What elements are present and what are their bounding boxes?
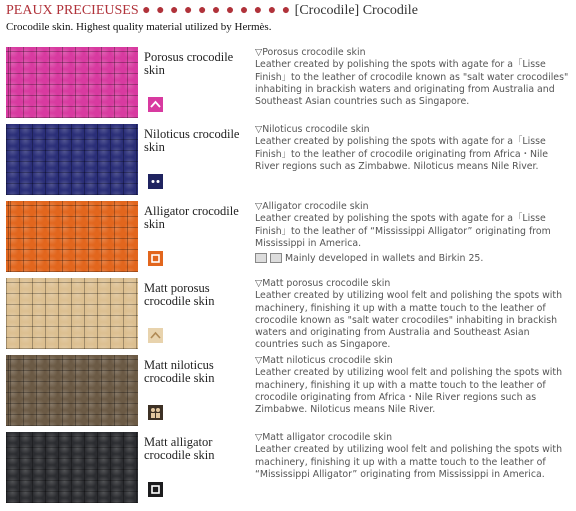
page-subtitle: Crocodile skin. Highest quality material utilized by Hermès.	[6, 21, 272, 33]
skin-text: Leather created by utilizing wool felt and polishing the spots with machinery, finishing it up with a matte touch to the leather of “Mississippi Alligator” originating from Mississippi in America.	[255, 444, 563, 480]
skin-heading: ▽Porosus crocodile skin	[255, 47, 366, 58]
skin-name: Niloticus crocodile skin	[144, 127, 240, 154]
title-category: [Crocodile] Crocodile	[294, 3, 418, 18]
black-square-badge-icon	[148, 482, 163, 497]
navy-dots-badge-icon	[148, 174, 163, 189]
skin-text: Leather created by polishing the spots with agate for a「Lisse Finish」to the leather of crocodile originating from Africa・Nile River regions such as Zimbabwe. Niloticus means Nile River.	[255, 136, 548, 172]
matt-niloticus-swatch	[6, 355, 138, 426]
matt-alligator-swatch	[6, 432, 138, 503]
skin-name: Matt niloticus crocodile skin	[144, 358, 215, 385]
pink-triangle-badge-icon	[148, 97, 163, 112]
orange-square-badge-icon	[148, 251, 163, 266]
skin-row-matt-niloticus	[6, 355, 571, 426]
title-dots: ● ● ● ● ● ● ● ● ● ● ●	[142, 3, 292, 18]
brown-people-badge-icon	[148, 405, 163, 420]
note-text: Mainly developed in wallets and Birkin 25.	[285, 253, 484, 265]
skin-heading: ▽Matt alligator crocodile skin	[255, 432, 393, 443]
skin-heading: ▽Alligator crocodile skin	[255, 201, 369, 212]
skin-description	[255, 201, 571, 265]
skin-text: Leather created by utilizing wool felt and polishing the spots with machinery, finishing it up with a matte touch to the leather of crocodile originating from Africa・Nile River regions such as Zimbabwe. Niloticus means Nile River.	[255, 367, 563, 416]
skin-text: Leather created by utilizing wool felt and polishing the spots with machinery, finishing it up with a matte touch to the leather of crocodile known as "salt water crocodiles" inhabiting in brackish waters and originating from Australia and Southeast Asian countries such as Singapore.	[255, 290, 563, 351]
skin-text: Leather created by polishing the spots with agate for a「Lisse Finish」to the leather of “Mississippi Alligator” originating from Mississippi in America.	[255, 213, 551, 249]
skin-description	[255, 278, 571, 352]
skin-description	[255, 355, 571, 416]
skin-row-porosus	[6, 47, 571, 118]
skin-description	[255, 124, 571, 173]
matt-porosus-swatch	[6, 278, 138, 349]
page-header	[6, 3, 571, 34]
page-title	[6, 3, 571, 19]
beige-triangle-badge-icon	[148, 328, 163, 343]
alligator-swatch	[6, 201, 138, 272]
skin-heading: ▽Matt porosus crocodile skin	[255, 278, 391, 289]
skin-name: Matt alligator crocodile skin	[144, 435, 215, 462]
skin-row-matt-porosus	[6, 278, 571, 349]
skin-name: Porosus crocodile skin	[144, 50, 234, 77]
skin-description	[255, 47, 571, 108]
porosus-swatch	[6, 47, 138, 118]
bag-icon	[270, 253, 282, 263]
niloticus-swatch	[6, 124, 138, 195]
skin-name: Alligator crocodile skin	[144, 204, 239, 231]
skin-heading: ▽Matt niloticus crocodile skin	[255, 355, 393, 366]
skin-name: Matt porosus crocodile skin	[144, 281, 215, 308]
title-main: PEAUX PRECIEUSES	[6, 3, 139, 18]
skin-row-niloticus	[6, 124, 571, 195]
skin-heading: ▽Niloticus crocodile skin	[255, 124, 370, 135]
skin-row-alligator	[6, 201, 571, 272]
skin-row-matt-alligator	[6, 432, 571, 503]
wallet-icon	[255, 253, 267, 263]
availability-note	[255, 253, 571, 265]
skin-description	[255, 432, 571, 481]
skin-text: Leather created by polishing the spots with agate for a「Lisse Finish」to the leather of crocodile known as "salt water crocodiles" inhabiting in brackish waters and originating from Australia and Southeast Asian countries such as Singapore.	[255, 59, 569, 108]
